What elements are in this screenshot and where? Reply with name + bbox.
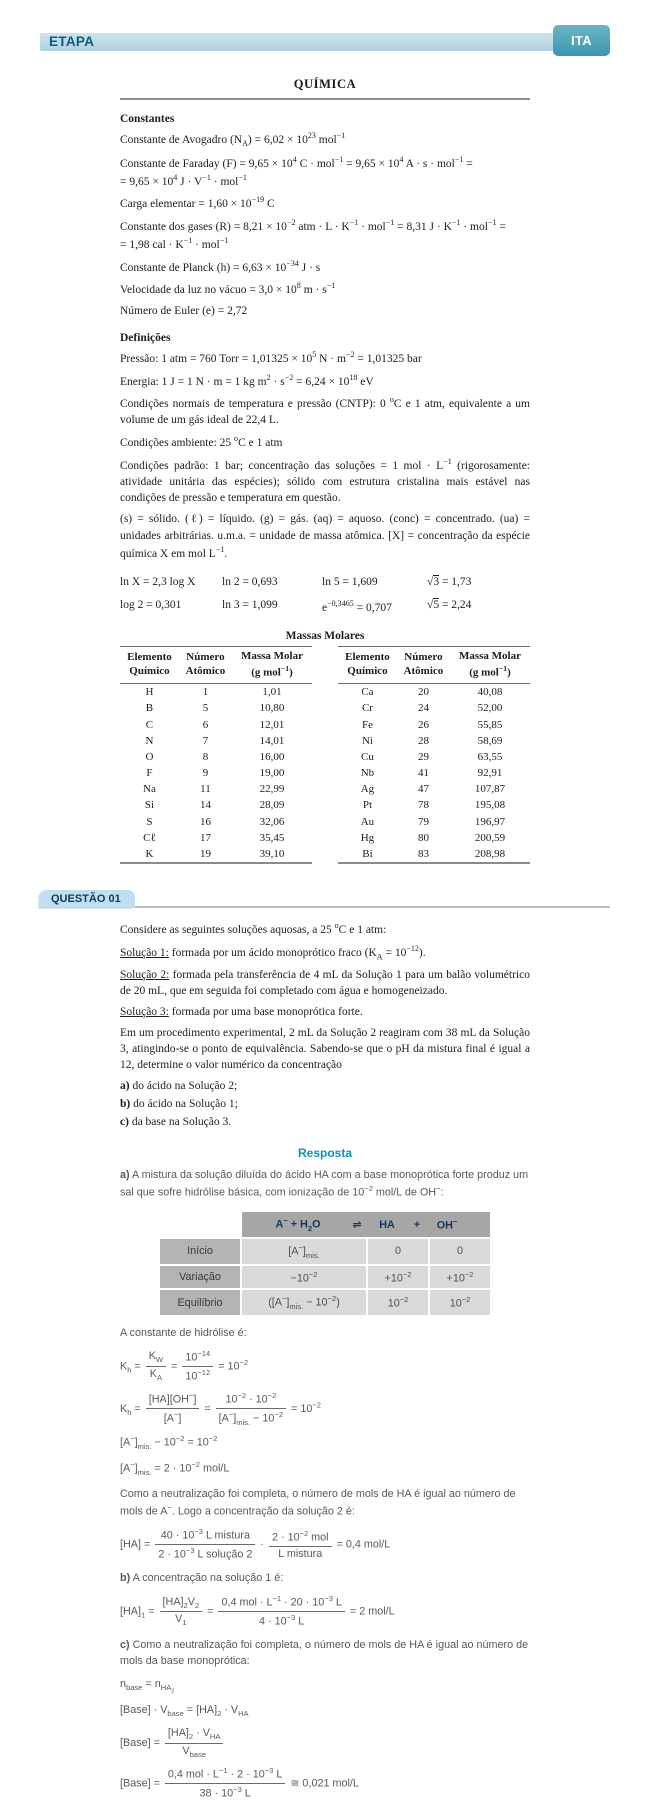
solution-text: formada por uma base monoprótica forte. [168,1005,363,1018]
answer-block: $[HA]_1$ = $\frac{[HA]_2V_2}{V_1}$ = 0,4 mol · $L^{-1} \cdot 20 \cdot 10^{-3}$ L $4 \cdot 10^{-3}$ L = 2 mol/L [120,1594,395,1628]
molar-masses-title: Massas Molares [285,629,365,642]
ice-cell: $[A^-]_{mis.}$ [242,1239,366,1264]
table-row [338,846,530,863]
atomic-number: 79 [417,815,429,828]
math-fact: log 2 = 0,301 [120,599,182,612]
reactant-anion-water: $A^- + H_2O$ [275,1216,321,1233]
molar-mass: 22,99 [259,783,285,796]
question-badge: QUESTÃO 01 [40,890,135,908]
table-row [120,765,312,781]
atomic-number: 11 [200,783,211,796]
header-bar [40,33,610,51]
math-fact: √5 = 2,24 [427,599,472,612]
definitions-heading: Definições [120,332,171,345]
table-row [338,733,530,749]
table-header-row [338,646,530,683]
solution-line [120,1004,530,1020]
molar-mass: 12,01 [259,718,285,731]
solution-text: formada por um ácido monoprótico fraco $(K_A = 10^{-12})$. [168,943,426,961]
solution-line [120,967,530,1000]
ice-row [160,1239,490,1264]
product-oh: OH− [436,1217,458,1232]
table-row [120,797,312,813]
atomic-number: 9 [202,767,209,780]
answer-block: $[A^-]_{mis.} - 10^{-2} = 10^{-2}$ [120,1434,218,1451]
solution-label: Solução 1: [120,946,169,959]
reference-section [120,113,530,864]
solution-label: Solução 2: [120,968,170,981]
element-symbol: Cu [361,750,374,763]
ice-header-row [160,1212,490,1237]
molar-mass: 32,06 [259,815,285,828]
table-row [338,749,530,765]
element-symbol: Hg [360,831,375,844]
answer-block: $[A^-]_{mis.} = 2 \cdot 10^{-2}$ mol/L [120,1459,230,1477]
col-header-mass: Massa Molar (g mol$^{-1}$) [450,646,530,683]
definition-line: Condições padrão: 1 bar; concentração das soluções = 1 mol · $L^{-1}$ (rigorosamente: atividade unitária das espécies); sólido com estrutura cristalina mais estável nas condições de pressão e temperatura em questão. [120,456,530,505]
definitions-list [120,349,530,562]
brand-logo: ETAPA [49,34,95,49]
table-row [338,797,530,813]
molar-mass: 196,97 [474,815,506,828]
table-row [338,814,530,830]
element-symbol: Pt [362,799,373,812]
item-text: do ácido na Solução 2; [132,1080,238,1093]
element-symbol: Cℓ [143,831,156,844]
element-symbol: Ag [360,783,375,796]
answer-block: $K_h$ = $\frac{[HA][OH^-]}{[A^-]}$ = $10^{-2} \cdot 10^{-2}$ $[A^-]_{mis.} - 10^{-2}$ = $10^{-2}$ [120,1390,321,1427]
page-title: QUÍMICA [293,77,357,91]
element-symbol: Nb [360,767,375,780]
atomic-number: 80 [417,831,429,844]
atomic-number: 1 [202,686,209,699]
ita-tab [553,25,610,56]
definition-line: Energia: 1 J = 1 N · m = 1 kg $m^2 \cdot s^{-2} = 6,24 \times 10^{18}$ eV [120,372,374,388]
constants-list [120,130,530,320]
atomic-number: 26 [417,718,429,731]
ice-cell: $-10^{-2}$ [242,1266,366,1289]
molar-mass: 107,87 [474,783,506,796]
col-header-number: Número Atômico [397,646,450,683]
table-row [120,781,312,797]
element-symbol: Bi [362,848,373,860]
question-items [120,1078,530,1130]
title-rule [120,98,530,100]
col-header-number: Número Atômico [179,646,232,683]
molar-mass: 28,09 [259,799,285,812]
table-row [338,765,530,781]
answer-intro: a) A mistura da solução diluída do ácido HA com a base monoprótica forte produz um sal que sofre hidrólise básica, com ionização de $10^{-2}$ mol/L de OH−: [120,1169,529,1199]
table-row [338,781,530,797]
molar-mass: 10,80 [259,702,285,715]
equilibrium-arrow-icon: ⇌ [352,1219,362,1231]
answer-block: $n_{base} = n_{HA_2}$ [120,1677,175,1695]
constants-heading: Constantes [120,113,175,125]
ice-equation [242,1212,490,1237]
question-item [120,1096,530,1112]
atomic-number: 17 [199,831,211,844]
definition-line: Condições ambiente: 25 $^o$C e 1 atm [120,434,283,450]
element-symbol: Au [360,815,375,828]
item-label: c) [120,1115,129,1128]
table-header-row [120,646,312,683]
col-header-mass: Massa Molar (g mol$^{-1}$) [232,646,312,683]
atomic-number: 24 [417,702,429,715]
atomic-number: 83 [417,848,429,860]
atomic-number: 6 [202,718,209,731]
atomic-number: 78 [417,799,429,812]
ice-row-label: Equilíbrio [160,1290,240,1315]
question-procedure: Em um procedimento experimental, 2 mL da Solução 2 reagiram com 38 mL da Solução 3, atingindo-se o ponto de equivalência. Sabendo-se que o pH da mistura final é igual a 12, determine o valor numérico da concentração [120,1026,530,1072]
atomic-number: 47 [417,783,429,796]
molar-masses-table-left [120,646,312,864]
col-header-element: Elemento Químico [120,646,179,683]
table-row [338,716,530,732]
element-symbol: Ni [361,734,373,747]
molar-mass: 195,08 [474,799,506,812]
item-text: da base na Solução 3. [131,1115,232,1128]
question-intro: Considere as seguintes soluções aquosas, a 25 $^o$C e 1 atm: [120,921,387,936]
math-fact: ln 2 = 0,693 [222,576,278,589]
answer-blocks [120,1326,530,1801]
solution-line [120,943,530,963]
atomic-number: 5 [202,702,209,715]
ice-cell: 0 [368,1239,428,1264]
answer-block: A constante de hidrólise é: [120,1326,247,1339]
molar-mass: 200,59 [474,831,506,844]
solution-label: Solução 3: [120,1005,169,1018]
constant-line: Velocidade da luz no vácuo = $3,0 \times 10^8$ $m \cdot s^{-1}$ [120,281,336,297]
constant-line: Constante de Avogadro $(N_A) = 6,02 \times 10^{23}$ mol$^{-1}$ [120,130,346,148]
atomic-number: 16 [199,815,211,828]
answer-block: Como a neutralização foi completa, o número de mols de HA é igual ao número de mols de A−. Logo a concentração da solução 2 é: [120,1488,516,1518]
molar-mass: 58,69 [477,734,503,747]
definition-line: Pressão: 1 atm = 760 Torr = $1,01325 \times 10^5$ $N \cdot m^{-2} = 1,01325$ bar [120,349,422,365]
col-header-element: Elemento Químico [338,646,397,683]
molar-mass: 16,00 [259,750,285,763]
solution-text: formada pela transferência de 4 mL da Solução 1 para um balão volumétrico de 20 mL, que em seguida foi completado com água e homogeneizado. [120,968,530,998]
math-fact: ln 5 = 1,609 [322,576,378,589]
ice-cell: $+10^{-2}$ [430,1266,490,1289]
ice-table [158,1210,492,1317]
product-ha: HA [379,1218,395,1231]
molar-mass: 55,85 [477,718,503,731]
molar-mass: 39,10 [259,848,285,860]
table-row [120,700,312,716]
element-symbol: Si [144,799,155,812]
math-fact: ln 3 = 1,099 [222,599,278,612]
item-text: do ácido na Solução 1; [133,1098,238,1111]
molar-mass: 19,00 [259,767,285,780]
math-facts-grid [120,576,530,614]
answer-block: b) A concentração na solução 1 é: [120,1572,284,1585]
molar-mass: 63,55 [477,750,503,763]
molar-masses-table-right [338,646,530,864]
answer-heading: Resposta [297,1146,353,1161]
element-symbol: N [145,734,154,747]
constant-line: Carga elementar = $1,60 \times 10^{-19}$ C [120,195,275,211]
ice-row [160,1266,490,1289]
constant-line: Constante de Faraday $(F) = 9,65 \times 10^4$ $C \cdot mol^{-1} = 9,65 \times 10^4$ A · s · mol$^{-1}$ = = $9,65 \times 10^4$ $J \cdot V^{-1} \cdot mol^{-1}$ [120,154,473,188]
element-symbol: H [145,686,154,699]
math-fact: $e^{-0,3465} = 0,707$ [322,599,392,614]
table-row [120,716,312,732]
table-row [120,830,312,846]
table-row [120,846,312,863]
atomic-number: 8 [202,750,209,763]
element-symbol: B [145,702,154,715]
element-symbol: Ca [361,686,374,699]
element-symbol: S [146,815,153,828]
molar-mass: 208,98 [474,848,506,860]
answer-block: [Base] = 0,4 mol · $L^{-1} \cdot 2 \cdot 10^{-3}$ L $38 \cdot 10^{-3}$ L ≅ 0,021 mol/L [120,1766,359,1800]
table-row [120,733,312,749]
atomic-number: 20 [417,686,429,699]
answer-block: $K_h$ = $\frac{K_W}{K_A}$ = $\frac{10^{-14}}{10^{-12}}$ = $10^{-2}$ [120,1348,249,1383]
question-section [120,920,530,1801]
ice-row [160,1290,490,1315]
question-header [40,889,610,908]
molar-mass: 92,91 [477,767,503,780]
math-fact: √3 = 1,73 [427,576,472,589]
table-row [338,830,530,846]
atomic-number: 19 [199,848,211,860]
tab-fold-icon [542,22,556,35]
atomic-number: 7 [202,734,209,747]
answer-block: c) Como a neutralização foi completa, o número de mols de HA é igual ao número de mols da base monoprótica: [120,1639,529,1667]
question-item [120,1114,530,1130]
atomic-number: 14 [199,799,211,812]
element-symbol: O [145,750,154,763]
ice-cell: 0 [430,1239,490,1264]
constant-line: Constante dos gases $(R) = 8,21 \times 10^{-2}$ atm · $L \cdot K^{-1} \cdot mol^{-1} = 8,31$ $J \cdot K^{-1} \cdot mol^{-1}$ = = 1,98 cal · $K^{-1} \cdot mol^{-1}$ [120,218,506,251]
molar-masses-tables [120,646,530,864]
constant-line: Constante de Planck $(h) = 6,63 \times 10^{-34}$ J · s [120,258,321,274]
math-fact: ln X = 2,3 log X [120,576,196,589]
ice-row-label: Início [160,1239,240,1264]
definition-line: Condições normais de temperatura e pressão (CNTP): 0 $^o$C e 1 atm, equivalente a um volume de um gás ideal de 22,4 L. [120,395,530,427]
atomic-number: 41 [417,767,429,780]
ice-corner [160,1212,240,1237]
element-symbol: Cr [361,702,373,715]
molar-mass: 14,01 [259,734,285,747]
element-symbol: Fe [361,718,373,731]
table-row [120,814,312,830]
element-symbol: Na [143,783,156,796]
table-row [338,684,530,701]
ice-cell: $10^{-2}$ [430,1290,490,1315]
definition-line: (s) = sólido. (ℓ) = líquido. (g) = gás. (aq) = aquoso. (conc) = concentrado. (ua) = unidades arbitrárias. u.m.a. = unidade de massa atômica. [X] = concentração da espécie química X em mol $L^{-1}$. [120,513,530,560]
atomic-number: 29 [417,750,429,763]
ice-row-label: Variação [160,1266,240,1289]
ita-tab-label: ITA [571,33,592,48]
constant-line: Número de Euler (e) = 2,72 [120,305,248,318]
answer-block: [Base] = $[HA]_2 \cdot V_{HA}$ $V_{base}$ [120,1727,530,1759]
item-label: b) [120,1098,131,1111]
table-row [338,700,530,716]
element-symbol: C [145,718,154,731]
element-symbol: K [145,848,154,860]
element-symbol: F [146,767,153,780]
molar-mass: 40,08 [477,686,503,699]
molar-mass: 1,01 [262,686,282,699]
answer-block: [HA] = $40 \cdot 10^{-3}$ L mistura $2 \cdot 10^{-3}$ L solução 2 · $2 \cdot 10^{-2}$ mol L mistura = 0,4 mol/L [120,1527,391,1561]
ice-cell: $10^{-2}$ [368,1290,428,1315]
solutions-list [120,943,530,1021]
item-label: a) [120,1080,130,1093]
atomic-number: 28 [417,734,429,747]
table-row [120,684,312,701]
ice-cell: $([A^-]_{mis.} - 10^{-2})$ [242,1290,366,1315]
question-item [120,1078,530,1094]
answer-block: [Base] · $V_{base} = [HA]_2 \cdot V_{HA}$ [120,1703,249,1719]
table-row [120,749,312,765]
molar-mass: 35,45 [259,831,285,844]
plus-sign: + [413,1218,421,1231]
ice-cell: $+10^{-2}$ [368,1266,428,1289]
molar-mass: 52,00 [477,702,503,715]
